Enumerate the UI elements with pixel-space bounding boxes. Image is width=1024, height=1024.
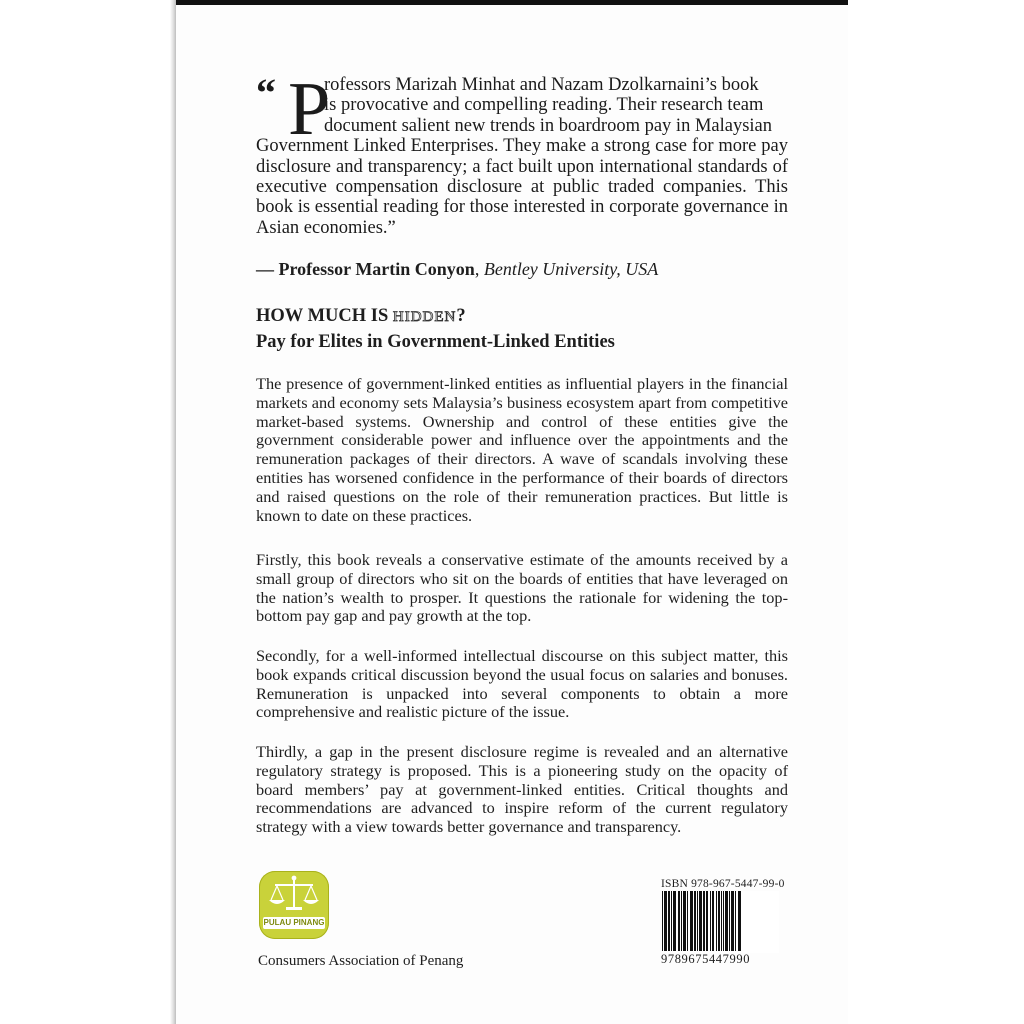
barcode-bar (678, 891, 680, 951)
barcode-bar (664, 891, 667, 951)
barcode-bar (668, 891, 670, 951)
endorsement-attribution: — Professor Martin Conyon, Bentley University, USA (256, 259, 659, 279)
barcode-bar (729, 891, 730, 951)
quote-line-2: is provocative and compelling reading. Their research team (324, 95, 764, 116)
description-paragraph: Secondly, for a well-informed intellectual discourse on this subject matter, this book expands critical discussion beyond the usual focus on salaries and bonuses. Remuneration is unpacked into several components to obtain a more comprehensive and realistic picture of the issue. (256, 646, 788, 722)
barcode-bar (731, 891, 734, 951)
barcode-digits: 9789675447990 (661, 952, 751, 966)
barcode-bar (703, 891, 705, 951)
barcode-bar (690, 891, 693, 951)
barcode-bar (694, 891, 696, 951)
barcode-bar (673, 891, 676, 951)
publisher-name: Consumers Association of Penang (258, 953, 464, 969)
quote-line-1: rofessors Marizah Minhat and Nazam Dzolkarnaini’s book (324, 75, 759, 95)
barcode-bar (725, 891, 728, 951)
book-subtitle: Pay for Elites in Government-Linked Entities (256, 332, 615, 352)
quote-line-3: document salient new trends in boardroom pay in Malaysian (324, 115, 773, 136)
description-paragraph: Thirdly, a gap in the present disclosure regime is revealed and an alternative regulatory strategy is proposed. This is a pioneering study on the opacity of board members’ pay at government-linked entities. Critical thoughts and recommendations are advanced to inspire reform of the current regulatory strategy with a view towards better governance and transparency. (256, 742, 788, 837)
barcode-bar (683, 891, 686, 951)
barcode-bar (706, 891, 708, 951)
back-cover-page (176, 5, 848, 1024)
logo-label: PULAU PINANG (263, 918, 325, 927)
description-paragraph: Firstly, this book reveals a conservative estimate of the amounts received by a small group of directors who sit on the boards of entities that have leveraged on the nation’s wealth to prosper. It questions the rationale for widening the top-bottom pay gap and pay growth at the top. (256, 550, 788, 626)
barcode-bar (723, 891, 724, 951)
title-hidden-word: HIDDEN (392, 309, 457, 325)
barcode-bar (681, 891, 682, 951)
barcode-bar (718, 891, 720, 951)
open-quote-mark: “ (256, 70, 270, 115)
description-paragraph: The presence of government-linked entities as influential players in the financial markets and economy sets Malaysia’s business ecosystem apart from competitive market-based systems. Ownership and control of these entities give the government considerable power and influence over the appointments and the remuneration packages of their directors. A wave of scandals involving these entities has worsened confidence in the performance of their boards of directors and raised questions on the role of their remuneration practices. But little is known to date on these practices. (256, 374, 788, 525)
barcode-bar (738, 891, 741, 951)
barcode-bar (716, 891, 717, 951)
barcode-bar (671, 891, 672, 951)
barcode-bar (735, 891, 736, 951)
isbn-label: ISBN 978-967-5447-99-0 (661, 878, 785, 890)
endorsement-quote (256, 67, 788, 238)
barcode-bar (699, 891, 702, 951)
barcode-bar (721, 891, 722, 951)
scales-of-justice-icon (259, 871, 329, 919)
barcode-bar (712, 891, 714, 951)
book-title: HOW MUCH IS HIDDEN? (256, 306, 466, 326)
publisher-logo (259, 871, 329, 939)
barcode-bar (710, 891, 711, 951)
barcode-bar (697, 891, 698, 951)
scan-left-margin (0, 0, 176, 1024)
barcode-bar (687, 891, 688, 951)
scan-right-margin (848, 0, 1024, 1024)
barcode-bar (662, 891, 663, 951)
barcode (661, 891, 779, 953)
quote-body: Government Linked Enterprises. They make a strong case for more pay disclosure and transparency; a fact built upon international standards of executive compensation disclosure at public traded companies. This book is essential reading for those interested in corporate governance in Asian economies.” (256, 136, 788, 238)
dropcap-letter: P (288, 67, 331, 151)
endorser-name: — Professor Martin Conyon (256, 259, 475, 279)
endorser-affiliation: Bentley University, USA (483, 259, 659, 279)
